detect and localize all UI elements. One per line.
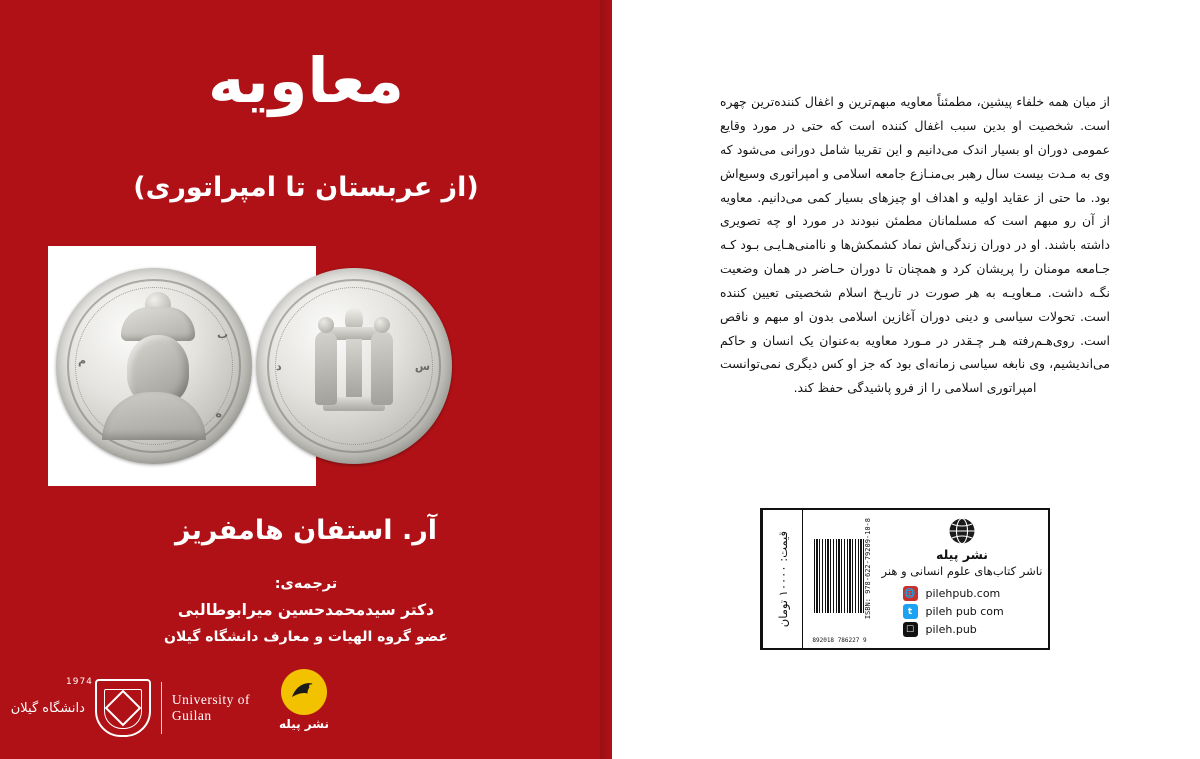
price-text: قیمت: ۱۰۰۰۰ تومان [775, 530, 790, 628]
instagram-text: pileh.pub [925, 623, 977, 637]
ean-digits: 9 786227 892018 [812, 637, 867, 644]
globe-small-icon: 🌐 [903, 586, 918, 601]
contact-twitter[interactable] [903, 604, 1022, 619]
translator-block [0, 572, 612, 649]
university-name-persian: دانشگاه گیلان [10, 700, 85, 716]
publisher-contact-list [903, 586, 1022, 637]
isbn-text: ISBN: 978-622-79209-10-8 [864, 518, 872, 620]
back-cover [612, 0, 1200, 759]
university-name-english [172, 692, 250, 723]
twitter-text: pileh pub com [925, 605, 1004, 619]
divider [161, 682, 162, 734]
publisher-emblem-label: نشر پیله [279, 717, 329, 731]
university-en-line1: University of [171, 692, 250, 708]
book-subtitle: (از عربستان تا امپراتوری) [133, 172, 479, 203]
translator-affiliation: عضو گروه الهیات و معارف دانشگاه گیلان [164, 628, 448, 645]
author-name: آر. استفان هامفریز [174, 515, 438, 546]
publisher-emblem [262, 669, 346, 731]
publisher-main-block [876, 510, 1048, 648]
cover-coin-photograph [48, 246, 430, 486]
contact-instagram[interactable] [903, 622, 1022, 637]
back-cover-blurb: از میان همه خلفاء پیشین، مطمئناً معاویه مبهم‌ترین و اغفال کننده‌ترین چهره است. شخصیت او بدین سبب اغفال کننده است که حتی در مورد وقایع عمومی دوران او بسیار اندک می‌دانیم و این تقریبا شامل دورانی می‌شود که وی به مـدت بیست سال رهبر بی‌منـازع جامعه اسلامی و امپراتوری وسیع‌اش بود. ما حتی از عقاید اولیه و اهداف او چیزهای بسیار کمی می‌دانیم. معاویه از آن رو مبهم است که مسلمانان مطمئن نبودند در مورد او چه تصویری داشته باشند. او در دوران زندگی‌اش نماد کشمکش‌ها و ناامنی‌هـایـی بـود کـه جـامعه مومنان را پریشان کرد و همچنان تا دوران حـاضر در همان وضعیت نگـه داشت. مـعاویـه به هر صورت در تاریـخ اسلام شخصیتی تعیین کننده است. تحولات سیاسی و دینی دوران آغازین اسلامی بدون او مبهم و ناقص است. روی‌هـم‌رفته هـر چـقدر در مـورد معاویه به‌عنوان یک انسان و حاکم می‌اندیشیم، وی نابغه سیاسی زمانه‌ای بود که جز او کس دیگری نمی‌توانست امپراتوری اسلامی را از فرو پاشیدگی حفظ کند. [720, 94, 1110, 396]
publisher-info-box [760, 508, 1050, 650]
university-years [66, 677, 93, 687]
twitter-icon: t [903, 604, 918, 619]
publisher-logo-icon [281, 669, 327, 715]
instagram-icon: ☐ [903, 622, 918, 637]
translator-label: ترجمه‌ی: [274, 576, 338, 592]
coin-reverse: ﺩ ﺱ [256, 268, 452, 464]
contact-website[interactable] [903, 586, 1022, 601]
year-gregorian: 1974 [66, 677, 93, 687]
coin-obverse: ﻡ ﺏ ﻩ [56, 268, 252, 464]
book-title: معاویه [207, 44, 405, 117]
website-text: pilehpub.com [925, 587, 1001, 601]
barcode-image [814, 539, 866, 613]
barcode-block [802, 510, 876, 648]
university-emblem-icon [95, 679, 151, 737]
price-block [762, 510, 802, 648]
university-en-line2: Guilan [171, 708, 212, 723]
globe-icon [948, 517, 976, 545]
university-mark [10, 671, 250, 745]
publisher-tagline: ناشر کتاب‌های علوم انسانی و هنر [881, 563, 1043, 578]
publisher-name: نشر پیله [935, 547, 989, 562]
translator-name: دکتر سیدمحمدحسین میرابوطالبی [177, 601, 435, 620]
